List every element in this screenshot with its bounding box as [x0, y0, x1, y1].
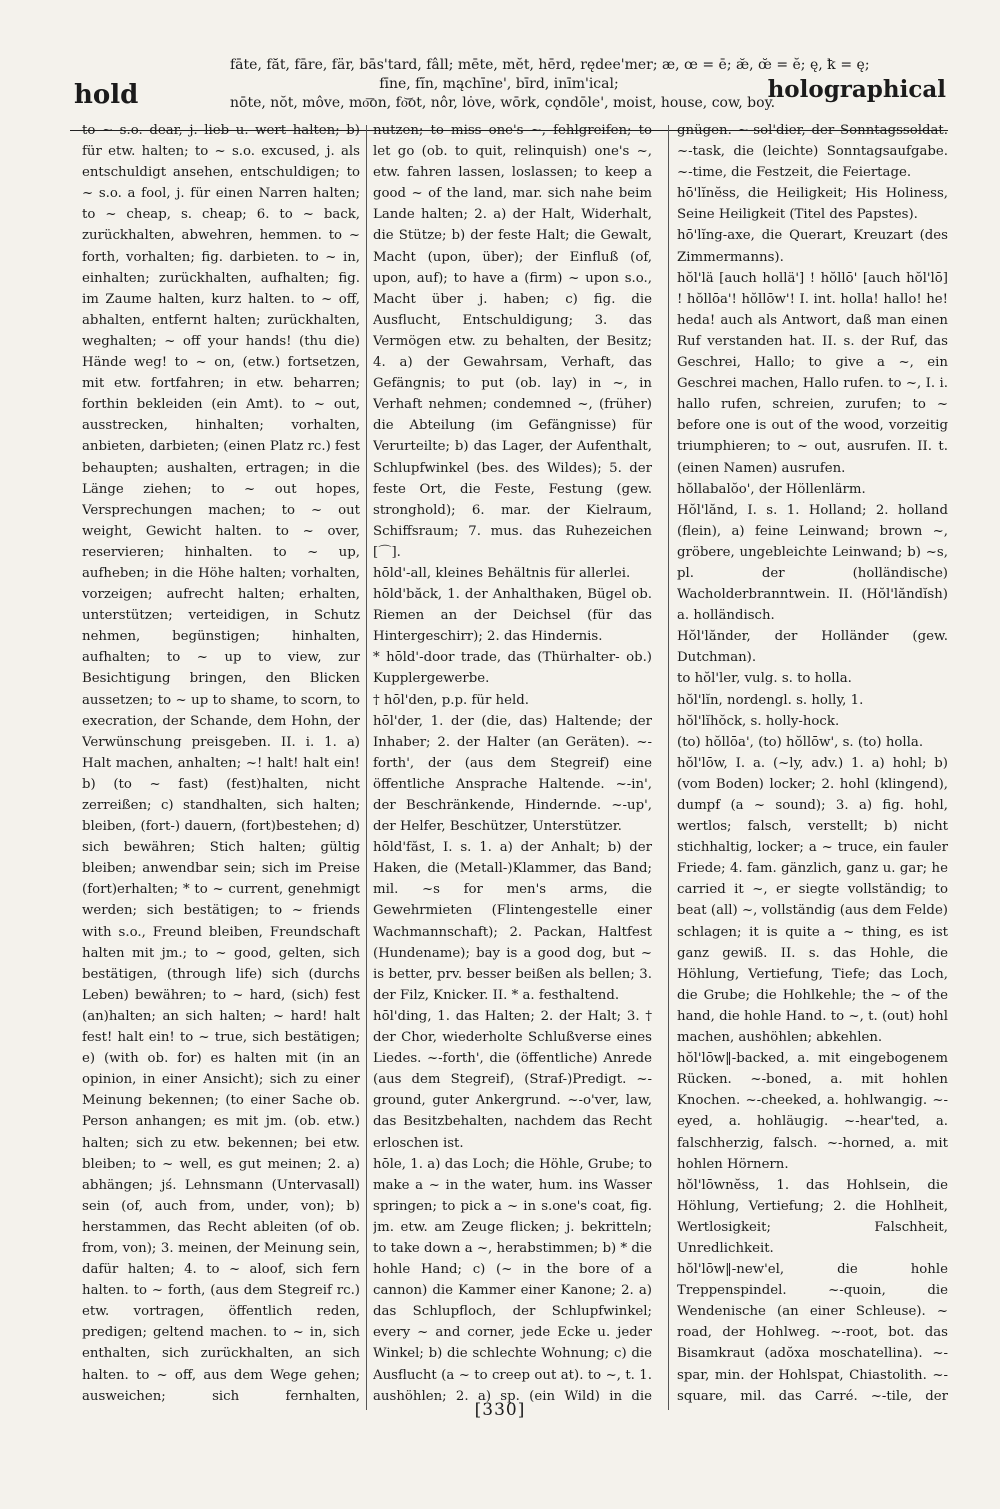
dictionary-entry: to ~ s.o. dear, j. lieb u. wert halten; b) für etw. halten; to ~ s.o. excused, j. als entschuldigt ansehen, entschuldigen; to ~ s.o. a fool, j. für einen Narren halten; to ~ cheap, s. cheap; 6. to ~ back, zurückhalten, abwehren, hemmen. to ~ forth, vorhalten; fig. darbieten. to ~ in, einhalten; zurückhalten, aufhalten; fig. im Zaume halten, kurz halten. to ~ off, abhalten, entfernt halten; zurückhalten, weghalten; ~ off your hands! (thu die) Hände weg! to ~ on, (etw.) fortsetzen, mit etw. fortfahren; in etw. beharren; forthin bekleiden (ein Amt). to ~ out, ausstrecken, hinhalten; vorhalten, anbieten, darbieten; (einen Platz rc.) fest behaupten; aushalten, ertragen; in die Länge ziehen; to ~ out hopes, Versprechungen machen; to ~ out weight, Gewicht halten. to ~ over, reservieren; hinhalten. to ~ up, aufheben; in die Höhe halten; vorhalten, vorzeigen; aufrecht halten; erhalten, unterstützen; verteidigen, in Schutz nehmen, begünstigen; hinhalten, aufhalten; to ~ up to view, zur Besichtigung bringen, den Blicken aussetzen; to ~ up to shame, to scorn, to execration, der Schande, dem Hohn, der Verwünschung preisgeben. II. i. 1. a) Halt machen, anhalten; ~! halt! halt ein! b) (to ~ fast) (fest)halten, nicht zerreißen; c) standhalten, sich halten; bleiben, (fort-) dauern, (fort)bestehen; d) sich bewähren; Stich halten; gültig bleiben; anwendbar sein; sich im Preise (fort)erhalten; * to ~ current, genehmigt werden; sich bestätigen; to ~ friends with s.o., Freund bleiben, Freundschaft halten mit jm.; to ~ good, gelten, sich bestätigen, (through life) sich (durchs Leben) bewähren; to ~ hard, (sich) fest (an)halten; an sich halten; ~ hard! halt fest! halt ein! to ~ true, sich bestätigen; e) (with ob. for) es halten mit (in an opinion, in einer Ansicht); sich zu einer Meinung bekennen; (to einer Sache ob. Person anhangen; es mit jm. (ob. etw.) halten; sich zu etw. bekennen; bei etw. bleiben; to ~ well, es gut meinen; 2. a) abhängen; jś. Lehnsmann (Untervasall) sein (of, auch from, under, von); b) herstammen, das Recht ableiten (of ob. from, von); 3. meinen, der Meinung sein, dafür halten; 4. to ~ aloof, sich fern halten. to ~ forth, (aus dem Stegreif rc.) etw. vortragen, öffentlich reden, predigen; geltend machen. to ~ in, sich enthalten, sich zurückhalten, an sich halten. to ~ off, aus dem Wege gehen; ausweichen; sich fernhalten, [82, 123, 360, 1404]
dictionary-entry: hŏl'lōw, I. a. (~ly, adv.) 1. a) hohl; b) (vom Boden) locker; 2. hohl (klingend), dumpf (a ~ sound); 3. a) fig. hohl, wertlos; falsch, verstellt; b) nicht stichhaltig, locker; a ~ truce, ein fauler Friede; 4. fam. gänzlich, ganz u. gar; he carried it ~, er siegte vollständig; to beat (all) ~, vollständig (aus dem Felde) schlagen; it is quite a ~ thing, es ist ganz gewiß. II. s. das Hohle, die Höhlung, Vertiefung, Tiefe; das Loch, die Grube; die Hohlkehle; the ~ of the hand, die hohle Hand. to ~, t. (out) hohl machen, aushöhlen; abkehlen. [677, 755, 948, 1046]
dictionary-entry: hŏl'lä [auch hollä'] ! hŏllō' [auch hŏl'lō] ! hŏllōa'! hŏllōw'! I. int. holla! hallo! he! heda! auch als Antwort, daß man einen Ruf verstanden hat. II. s. der Ruf, das Geschrei, Hallo; to give a ~, ein Geschrei machen, Hallo rufen. to ~, I. i. hallo rufen, schreien, zurufen; to ~ before one is out of the wood, vorzeitig triumphieren; to ~ out, ausrufen. II. t. (einen Namen) ausrufen. [677, 270, 948, 476]
dictionary-entry: gnügen. ~-sol'dier, der Sonntagssoldat. ~-task, die (leichte) Sonntagsaufgabe. ~-time, die Festzeit, die Feiertage. [677, 123, 948, 181]
dictionary-entry: hŏllabalŏo', der Höllenlärm. [677, 481, 866, 497]
dictionary-entry: nutzen; to miss one's ~, fehlgreifen; to let go (ob. to quit, relinquish) one's ~, etw. fahren lassen, loslassen; to keep a good ~ of the land, mar. sich nahe beim Lande halten; 2. a) der Halt, Widerhalt, die Stütze; b) der feste Halt; die Gewalt, Macht (upon, über); der Einfluß (of, upon, auf); to have a (firm) ~ upon s.o., Macht über j. haben; c) fig. die Ausflucht, Entschuldigung; 3. das Vermögen etw. zu behalten, der Besitz; 4. a) der Gewahrsam, Verhaft, das Gefängnis; to put (ob. lay) in ~, in Verhaft nehmen; condemned ~, (früher) die Abteilung (im Gefängnisse) für Verurteilte; b) das Lager, der Aufenthalt, Schlupfwinkel (bes. des Wildes); 5. der feste Ort, die Feste, Festung (gew. stronghold); 6. mar. der Kielraum, Schiffsraum; 7. mus. das Ruhezeichen [⌒]. [373, 123, 652, 560]
column-divider [668, 125, 669, 1410]
dictionary-entry: hōld'-all, kleines Behältnis für allerlei. [373, 565, 631, 581]
dictionary-entry: hŏl'lĭhŏck, s. holly-hock. [677, 713, 840, 729]
column-middle [373, 120, 652, 1410]
column-divider [366, 125, 367, 1410]
dictionary-entry: hŏl'lōw‖-backed, a. mit eingebogenem Rücken. ~-boned, a. mit hohlen Knochen. ~-cheeked, a. hohlwangig. ~-eyed, a. hohläugig. ~-hear'ted, a. falschherzig, falsch. ~-horned, a. mit hohlen Hörnern. [677, 1051, 948, 1172]
dictionary-entry: hō'lĭnĕss, die Heiligkeit; His Holiness, Seine Heiligkeit (Titel des Papstes). [677, 186, 948, 223]
dictionary-entry: (to) hŏllōa', (to) hŏllōw', s. (to) holla. [677, 734, 924, 750]
page-header [70, 50, 948, 131]
dictionary-entry: Hŏl'lănd, I. s. 1. Holland; 2. holland (flein), a) feine Leinwand; brown ~, gröbere, ungebleichte Leinwand; b) ~s, pl. der (holländische) Wacholderbranntwein. II. (Hŏl'lăndĭsh) a. holländisch. [677, 502, 948, 624]
dictionary-entry: hōle, 1. a) das Loch; die Höhle, Grube; to make a ~ in the water, hum. ins Wasser springen; to pick a ~ in s.one's coat, fig. jm. etw. am Zeuge flicken; j. bekritteln; to take down a ~, herabstimmen; b) * die hohle Hand; c) (~ in the bore of a cannon) die Kammer einer Kanone; 2. a) das Schlupfloch, der Schlupfwinkel; every ~ and corner, jede Ecke u. jeder Winkel; b) die schlechte Wohnung; c) die Ausflucht (a ~ to creep out at). to ~, t. 1. aushöhlen; 2. a) sp. (ein Wild) in die [373, 1156, 652, 1404]
guide-word-left: hold [74, 80, 139, 110]
dictionary-entry: hōld'băck, 1. der Anhalthaken, Bügel ob. Riemen an der Deichsel (für das Hintergeschirr); 2. das Hindernis. [373, 587, 652, 645]
dictionary-entry: hōld'făst, I. s. 1. a) der Anhalt; b) der Haken, die (Metall-)Klammer, das Band; mil. ~s for men's arms, die Gewehrmieten (Flintengestelle einer Wachmannschaft); 2. Packan, Haltfest (Hundename); bay is a good dog, but ~ is better, prv. besser beißen als bellen; 3. der Filz, Knicker. II. * a. festhaltend. [373, 840, 652, 1003]
dictionary-entry: † hōl'den, p.p. für held. [373, 692, 529, 708]
page-number: [330] [474, 1400, 526, 1420]
pronunciation-key-line: fāte, făt, fāre, fär, bās'tard, fâll; mēte, mĕt, hērd, rędee'mer; æ, œ = ē; æ̆, œ̆ = ĕ; ę, ꝁ = ę; [230, 57, 870, 73]
dictionary-entry: hŏl'lōwnĕss, 1. das Hohlsein, die Höhlung, Vertiefung; 2. die Hohlheit, Wertlosigkeit; Falschheit, Unredlichkeit. [677, 1177, 948, 1256]
dictionary-entry: Hŏl'lănder, der Holländer (gew. Dutchman). [677, 629, 948, 666]
dictionary-entry: hō'lĭng-axe, die Querart, Kreuzart (des Zimmermanns). [677, 228, 948, 265]
column-right [677, 120, 948, 1410]
column-left [82, 120, 360, 1410]
pronunciation-key-line: fīne, fĭn, mąchīne', bīrd, inīm'ical; [379, 76, 619, 92]
dictionary-entry: hŏl'lĭn, nordengl. s. holly, 1. [677, 692, 864, 708]
dictionary-entry: * hōld'-door trade, das (Thürhalter- ob.) Kupplergewerbe. [373, 650, 652, 687]
dictionary-entry: hōl'ding, 1. das Halten; 2. der Halt; 3. † der Chor, wiederholte Schlußverse eines Liedes. ~-forth', die (öffentliche) Anrede (aus dem Stegreif), (Straf-)Predigt. ~-ground, guter Ankergrund. ~-o'ver, law, das Besitzbehalten, nachdem das Recht erloschen ist. [373, 1008, 652, 1151]
guide-word-right: holographical [767, 76, 946, 103]
dictionary-entry: hŏl'lōw‖-new'el, die hohle Treppenspindel. ~-quoin, die Wendenische (an einer Schleuse). ~ road, der Hohlweg. ~-root, bot. das Bisamkraut (adŏxa moschatellina). ~-spar, min. der Hohlspat, Chiastolith. ~-square, mil. das Carré. ~-tile, der [677, 1262, 948, 1404]
pronunciation-key-line: nōte, nŏt, môve, mo͞on, fo͝ot, nôr, lȯve, wōrk, cǫndōle', moist, house, cow, boy. [230, 95, 776, 111]
dictionary-entry: to hŏl'ler, vulg. s. to holla. [677, 671, 852, 687]
dictionary-entry: hōl'der, 1. der (die, das) Haltende; der Inhaber; 2. der Halter (an Geräten). ~-forth', der (aus dem Stegreif) eine öffentliche Ansprache Haltende. ~-in', der Beschränkende, Hindernde. ~-up', der Helfer, Beschützer, Unterstützer. [373, 713, 652, 835]
